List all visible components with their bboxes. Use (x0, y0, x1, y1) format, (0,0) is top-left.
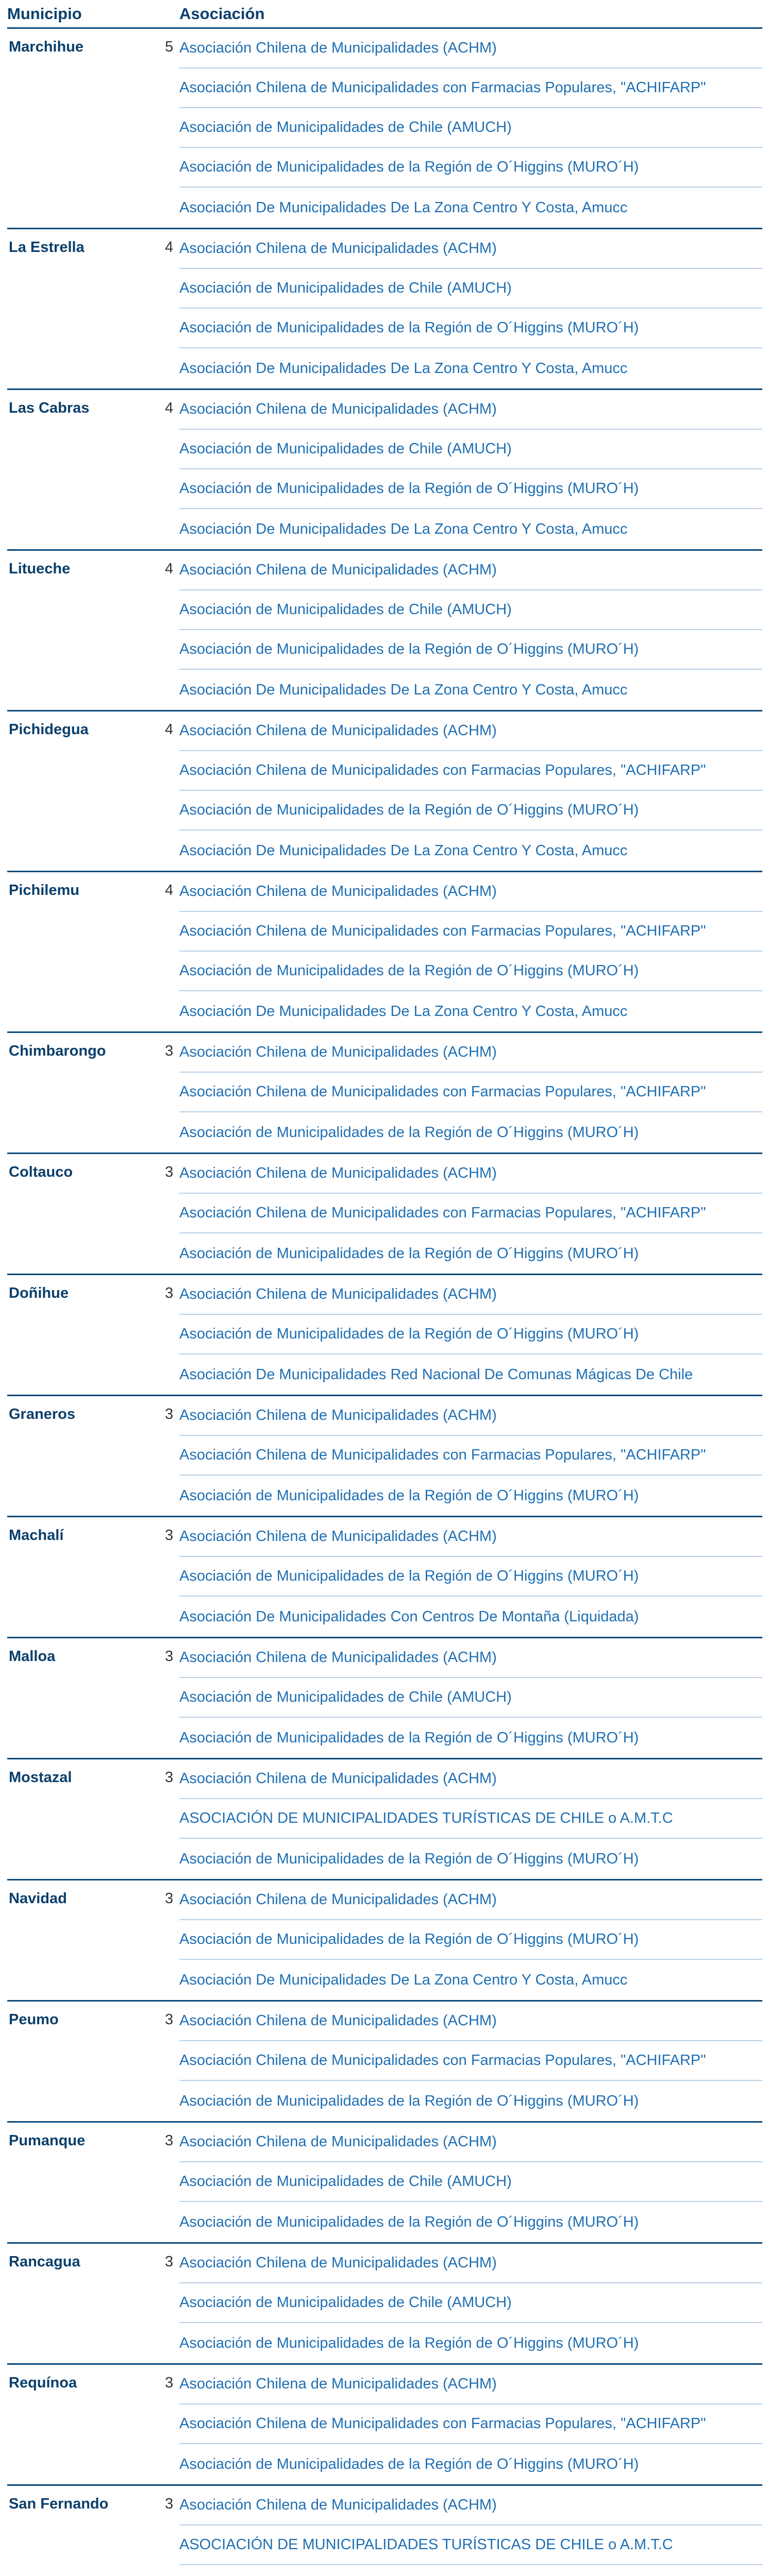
association-row (179, 2002, 762, 2041)
association-row (179, 1354, 762, 1395)
association-row (179, 1275, 762, 1315)
table-header (7, 7, 762, 29)
association-count: 4 (165, 239, 174, 256)
association-count: 5 (165, 39, 174, 55)
association-link[interactable]: Asociación Chilena de Municipalidades (ACHM) (179, 883, 497, 900)
association-row (179, 2365, 762, 2404)
association-link[interactable]: Asociación de Municipalidades de la Región de O´Higgins (MURO´H) (179, 1487, 639, 1504)
association-link[interactable]: Asociación de Municipalidades de la Región de O´Higgins (MURO´H) (179, 2455, 639, 2472)
association-row (179, 711, 762, 751)
municipio-group (7, 2244, 762, 2365)
association-link[interactable]: Asociación de Municipalidades de la Región de O´Higgins (MURO´H) (179, 802, 639, 818)
association-row (179, 69, 762, 108)
municipio-name: Pichilemu (9, 882, 79, 899)
association-link[interactable]: Asociación de Municipalidades de la Región de O´Higgins (MURO´H) (179, 641, 639, 657)
association-link[interactable]: Asociación Chilena de Municipalidades (ACHM) (179, 1528, 497, 1545)
association-link[interactable]: Asociación de Municipalidades de la Región de O´Higgins (MURO´H) (179, 1931, 639, 1947)
association-link[interactable]: Asociación de Municipalidades de Chile (AMUCH) (179, 2173, 512, 2190)
association-row (179, 108, 762, 148)
association-link[interactable]: Asociación Chilena de Municipalidades con Farmacias Populares, "ACHIFARP" (179, 762, 706, 778)
municipio-name: Pumanque (9, 2132, 86, 2149)
association-row (179, 269, 762, 309)
association-link[interactable]: Asociación De Municipalidades Con Centros De Montaña (Liquidada) (179, 1608, 639, 1625)
municipio-name: Coltauco (9, 1164, 73, 1180)
association-link[interactable]: Asociación De Municipalidades Red Nacional De Comunas Mágicas De Chile (179, 1366, 693, 1383)
association-link[interactable]: Asociación Chilena de Municipalidades con Farmacias Populares, "ACHIFARP" (179, 2415, 706, 2432)
municipio-group (7, 229, 762, 390)
association-link[interactable]: Asociación Chilena de Municipalidades con Farmacias Populares, "ACHIFARP" (179, 2052, 706, 2069)
municipio-name: Graneros (9, 1406, 75, 1422)
association-row (179, 590, 762, 630)
association-link[interactable]: Asociación Chilena de Municipalidades (ACHM) (179, 1649, 497, 1666)
association-list (179, 711, 762, 871)
association-link[interactable]: Asociación Chilena de Municipalidades (ACHM) (179, 2376, 497, 2392)
association-row (179, 509, 762, 549)
association-link[interactable]: Asociación Chilena de Municipalidades (ACHM) (179, 1770, 497, 1787)
association-count: 3 (165, 2011, 174, 2028)
association-link[interactable]: Asociación Chilena de Municipalidades (ACHM) (179, 1044, 497, 1060)
municipio-group (7, 1517, 762, 1638)
municipio-name: Rancagua (9, 2253, 80, 2270)
association-count: 3 (165, 2496, 174, 2512)
association-link[interactable]: Asociación Chilena de Municipalidades (ACHM) (179, 2255, 497, 2271)
association-row (179, 630, 762, 670)
association-row (179, 1233, 762, 1274)
association-row (179, 670, 762, 710)
municipio-name: Peumo (9, 2011, 59, 2028)
municipio-name: Chimbarongo (9, 1043, 106, 1059)
municipio-group (7, 2123, 762, 2244)
municipio-group (7, 1396, 762, 1517)
association-count: 3 (165, 1648, 174, 1665)
association-link[interactable]: Asociación Chilena de Municipalidades con Farmacias Populares, "ACHIFARP" (179, 1205, 706, 1221)
association-row (179, 148, 762, 188)
municipio-name: Navidad (9, 1890, 67, 1907)
association-link[interactable]: Asociación De Municipalidades De La Zona Centro Y Costa, Amucc (179, 199, 628, 216)
association-row (179, 1638, 762, 1678)
association-list (179, 2486, 762, 2576)
municipio-name: Machalí (9, 1527, 64, 1544)
municipio-name: San Fernando (9, 2496, 109, 2512)
association-link[interactable]: Asociación De Municipalidades De La Zona Centro Y Costa, Amucc (179, 1971, 628, 1988)
association-row (179, 2486, 762, 2526)
association-link[interactable]: Asociación de Municipalidades de Chile (AMUCH) (179, 2294, 512, 2311)
association-count: 4 (165, 721, 174, 738)
association-link[interactable]: Asociación Chilena de Municipalidades con Farmacias Populares, "ACHIFARP" (179, 79, 706, 96)
municipio-group (7, 551, 762, 711)
header-municipio: Municipio (7, 5, 82, 23)
association-row (179, 1960, 762, 2000)
municipio-group (7, 2486, 762, 2576)
association-link[interactable]: ASOCIACIÓN DE MUNICIPALIDADES TURÍSTICAS DE CHILE o A.M.T.C (179, 1810, 673, 1826)
association-row (179, 2565, 762, 2576)
association-row (179, 2123, 762, 2162)
association-row (179, 1194, 762, 1233)
association-link[interactable]: Asociación de Municipalidades de la Región de O´Higgins (MURO´H) (179, 480, 639, 497)
association-row (179, 2244, 762, 2283)
association-link[interactable]: Asociación Chilena de Municipalidades (ACHM) (179, 401, 497, 417)
association-link[interactable]: Asociación Chilena de Municipalidades (ACHM) (179, 240, 497, 257)
association-list (179, 1396, 762, 1516)
municipio-name: Las Cabras (9, 400, 90, 416)
municipio-group (7, 711, 762, 872)
municipio-name: Doñihue (9, 1285, 69, 1301)
association-count: 3 (165, 1406, 174, 1422)
association-count: 3 (165, 1043, 174, 1059)
association-link[interactable]: Asociación de Municipalidades de la Región de O´Higgins (MURO´H) (179, 2213, 639, 2230)
association-row (179, 29, 762, 69)
association-link[interactable]: Asociación Chilena de Municipalidades (ACHM) (179, 40, 497, 56)
association-link[interactable]: Asociación De Municipalidades De La Zona Centro Y Costa, Amucc (179, 520, 628, 537)
association-link[interactable]: Asociación Chilena de Municipalidades con Farmacias Populares, "ACHIFARP" (179, 923, 706, 939)
association-link[interactable]: Asociación de Municipalidades de Chile (AMUCH) (179, 119, 512, 135)
association-row (179, 2081, 762, 2121)
association-row (179, 912, 762, 952)
association-list (179, 551, 762, 710)
association-row (179, 1880, 762, 1920)
municipio-name: La Estrella (9, 239, 85, 256)
association-count: 3 (165, 2253, 174, 2270)
association-list (179, 1033, 762, 1153)
association-row (179, 188, 762, 228)
association-list (179, 1759, 762, 1879)
association-row (179, 1557, 762, 1597)
association-link[interactable]: Asociación Chilena de Municipalidades (ACHM) (179, 1407, 497, 1423)
municipio-name: Requínoa (9, 2375, 77, 2391)
association-link[interactable]: Asociación de Municipalidades de la Región de O´Higgins (MURO´H) (179, 1850, 639, 1867)
association-link[interactable]: Asociación de Municipalidades de la Región de O´Higgins (MURO´H) (179, 2334, 639, 2351)
association-row (179, 2404, 762, 2444)
municipio-group (7, 390, 762, 551)
table-body (7, 29, 762, 2576)
association-link[interactable]: Asociación De Municipalidades De La Zona Centro Y Costa, Amucc (179, 1003, 628, 1020)
municipio-group (7, 1880, 762, 2002)
association-link[interactable]: Asociación de Municipalidades de Chile (AMUCH) (179, 440, 512, 457)
association-link[interactable]: Asociación de Municipalidades de la Región de O´Higgins (MURO´H) (179, 1326, 639, 1342)
association-row (179, 229, 762, 269)
association-link[interactable]: Asociación Chilena de Municipalidades (ACHM) (179, 2497, 497, 2513)
municipio-group (7, 1154, 762, 1275)
association-row (179, 2323, 762, 2363)
association-link[interactable]: Asociación Chilena de Municipalidades (ACHM) (179, 1286, 497, 1302)
association-link[interactable]: Asociación Chilena de Municipalidades (ACHM) (179, 2012, 497, 2029)
association-link[interactable]: Asociación Chilena de Municipalidades con Farmacias Populares, "ACHIFARP" (179, 1083, 706, 1100)
association-row (179, 2202, 762, 2242)
association-row (179, 1678, 762, 1718)
association-row (179, 1799, 762, 1839)
association-list (179, 872, 762, 1031)
municipio-group (7, 1638, 762, 1759)
association-row (179, 2526, 762, 2565)
association-link[interactable]: Asociación de Municipalidades de la Región de O´Higgins (MURO´H) (179, 1729, 639, 1746)
municipio-group (7, 1275, 762, 1396)
association-row (179, 1073, 762, 1112)
association-row (179, 1033, 762, 1073)
association-count: 3 (165, 1527, 174, 1544)
association-row (179, 2041, 762, 2081)
header-asociacion: Asociación (179, 5, 265, 23)
association-row (179, 2283, 762, 2323)
association-link[interactable]: Asociación de Municipalidades de Chile (AMUCH) (179, 601, 512, 618)
association-list (179, 1517, 762, 1637)
association-link[interactable]: Asociación de Municipalidades de Chile (AMUCH) (179, 1689, 512, 1705)
association-link[interactable]: Asociación de Municipalidades de la Región de O´Higgins (MURO´H) (179, 962, 639, 979)
association-row (179, 791, 762, 831)
municipio-group (7, 1759, 762, 1880)
association-count: 3 (165, 1164, 174, 1180)
association-count: 4 (165, 561, 174, 577)
association-count: 3 (165, 1769, 174, 1786)
association-link[interactable]: Asociación Chilena de Municipalidades (ACHM) (179, 1165, 497, 1181)
municipio-name: Litueche (9, 561, 71, 577)
association-row (179, 309, 762, 348)
association-count: 3 (165, 2375, 174, 2391)
association-link[interactable]: Asociación De Municipalidades De La Zona Centro Y Costa, Amucc (179, 360, 628, 377)
municipio-name: Malloa (9, 1648, 56, 1665)
association-link[interactable]: Asociación de Municipalidades de la Región de O´Higgins (MURO´H) (179, 1124, 639, 1141)
association-link[interactable]: Asociación de Municipalidades de la Región de O´Higgins (MURO´H) (179, 159, 639, 175)
association-row (179, 1517, 762, 1557)
municipio-group (7, 29, 762, 229)
association-row (179, 1436, 762, 1476)
association-row (179, 430, 762, 469)
association-row (179, 1759, 762, 1799)
association-link[interactable]: Asociación de Municipalidades de la Región de O´Higgins (MURO´H) (179, 2092, 639, 2109)
association-row (179, 1476, 762, 1516)
association-row (179, 2162, 762, 2202)
municipio-group (7, 2365, 762, 2486)
association-row (179, 872, 762, 912)
association-row (179, 1718, 762, 1758)
association-link[interactable]: Asociación Chilena de Municipalidades con Farmacias Populares, "ACHIFARP" (179, 1447, 706, 1463)
municipio-group (7, 2002, 762, 2123)
association-link[interactable]: Asociación Chilena de Municipalidades (ACHM) (179, 562, 497, 578)
association-list (179, 1154, 762, 1274)
association-link[interactable]: Asociación Chilena de Municipalidades (ACHM) (179, 2133, 497, 2150)
association-link[interactable]: Asociación de Municipalidades de la Región de O´Higgins (MURO´H) (179, 1245, 639, 1262)
association-list (179, 2123, 762, 2242)
association-list (179, 229, 762, 388)
association-link[interactable]: Asociación Chilena de Municipalidades (ACHM) (179, 722, 497, 739)
association-link[interactable]: Asociación de Municipalidades de Chile (AMUCH) (179, 280, 512, 296)
municipio-name: Mostazal (9, 1769, 72, 1786)
municipio-name: Marchihue (9, 39, 84, 55)
association-count: 3 (165, 1890, 174, 1907)
association-row (179, 831, 762, 871)
association-row (179, 1315, 762, 1354)
association-link[interactable]: ASOCIACIÓN DE MUNICIPALIDADES TURÍSTICAS DE CHILE o A.M.T.C (179, 2536, 673, 2553)
association-count: 4 (165, 882, 174, 899)
association-list (179, 29, 762, 228)
association-list (179, 2365, 762, 2484)
association-list (179, 2002, 762, 2121)
association-row (179, 1154, 762, 1194)
association-link[interactable]: Asociación de Municipalidades de la Región de O´Higgins (MURO´H) (179, 1568, 639, 1584)
municipio-name: Pichidegua (9, 721, 89, 738)
association-list (179, 1880, 762, 2000)
association-row (179, 469, 762, 509)
association-count: 3 (165, 2132, 174, 2149)
association-list (179, 1275, 762, 1395)
association-row (179, 952, 762, 991)
association-list (179, 2244, 762, 2363)
association-link[interactable]: Asociación De Municipalidades De La Zona Centro Y Costa, Amucc (179, 681, 628, 698)
associations-table (7, 7, 762, 2576)
association-row (179, 991, 762, 1031)
association-list (179, 390, 762, 549)
association-count: 3 (165, 1285, 174, 1301)
association-row (179, 551, 762, 590)
association-count: 4 (165, 400, 174, 416)
municipio-group (7, 872, 762, 1033)
association-row (179, 390, 762, 430)
association-row (179, 1112, 762, 1153)
association-row (179, 1597, 762, 1637)
association-list (179, 1638, 762, 1758)
municipio-group (7, 1033, 762, 1154)
association-row (179, 1396, 762, 1436)
association-row (179, 751, 762, 791)
association-row (179, 2444, 762, 2484)
association-link[interactable]: Asociación Chilena de Municipalidades (ACHM) (179, 1891, 497, 1908)
association-row (179, 1839, 762, 1879)
association-link[interactable]: Asociación De Municipalidades De La Zona Centro Y Costa, Amucc (179, 842, 628, 859)
association-link[interactable]: Asociación de Municipalidades de la Región de O´Higgins (MURO´H) (179, 319, 639, 336)
association-row (179, 1920, 762, 1960)
association-row (179, 348, 762, 388)
